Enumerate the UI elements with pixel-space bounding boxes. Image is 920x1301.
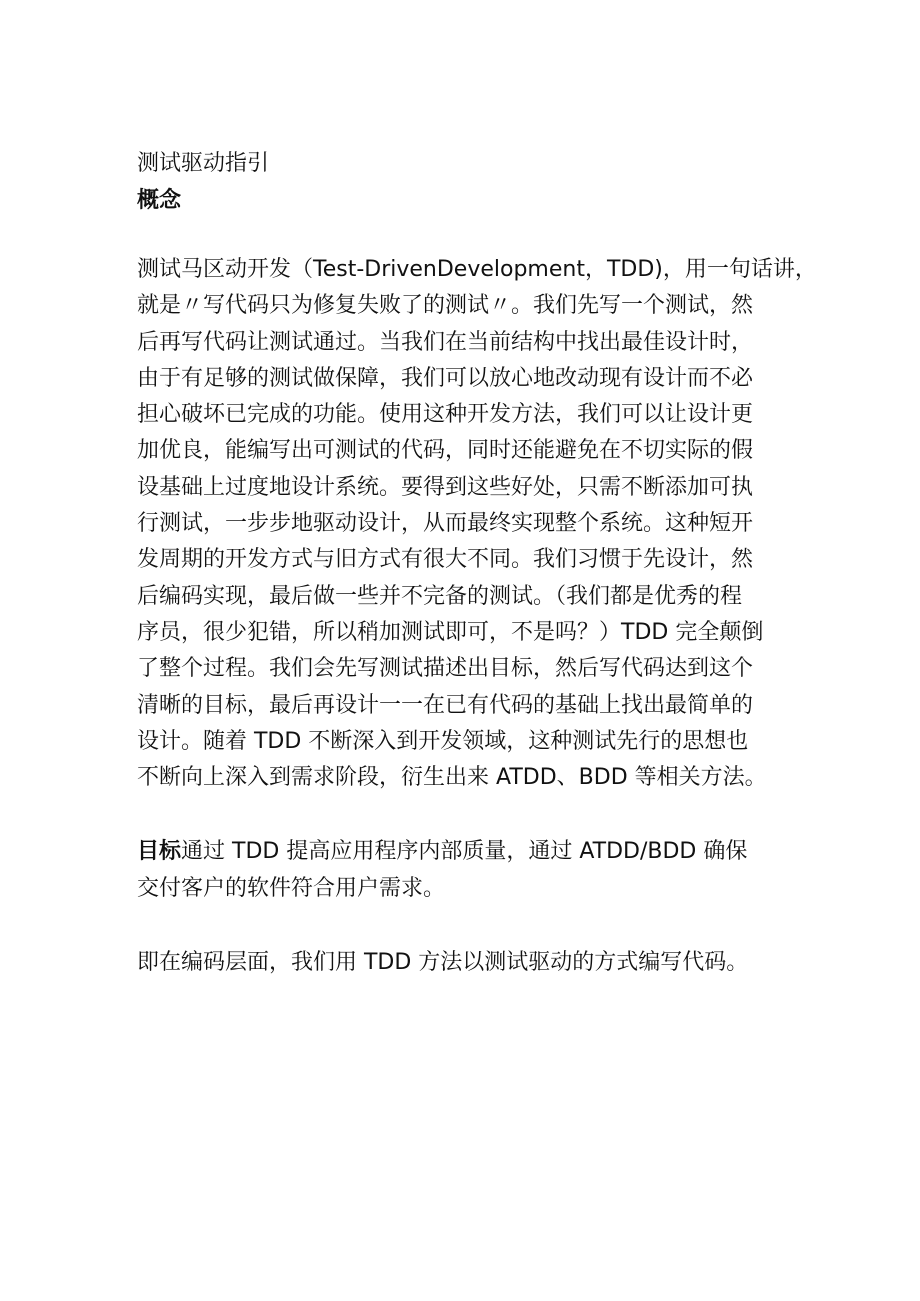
document-title: 测试驱动指引 — [137, 151, 270, 176]
goal-paragraph — [137, 834, 787, 907]
goal-label: 目标 — [137, 839, 182, 865]
paragraph-line: 后编码实现，最后做一些并不完备的测试。（我们都是优秀的程 — [137, 583, 743, 609]
paragraph-line: 了整个过程。我们会先写测试描述出目标，然后写代码达到这个 — [137, 656, 754, 682]
paragraph-line: 设基础上过度地设计系统。要得到这些好处，只需不断添加可执 — [137, 474, 754, 500]
paragraph-line: 设计。随着 TDD 不断深入到开发领域，这种测试先行的思想也 — [137, 728, 749, 754]
goal-text: 通过 TDD 提高应用程序内部质量，通过 ATDD/BDD 确保 — [181, 839, 748, 865]
document-page — [137, 145, 817, 981]
paragraph-line: 发周期的开发方式与旧方式有很大不同。我们习惯于先设计，然 — [137, 547, 754, 573]
concept-heading: 概念 — [137, 188, 182, 213]
concept-paragraph — [137, 252, 817, 796]
paragraph-line: 行测试，一步步地驱动设计，从而最终实现整个系统。这种短开 — [137, 511, 754, 537]
paragraph-line: 担心破坏已完成的功能。使用这种开发方法，我们可以让设计更 — [137, 402, 754, 428]
paragraph-line: 不断向上深入到需求阶段，衍生出来 ATDD、BDD 等相关方法。 — [137, 765, 767, 791]
paragraph-line: 就是〃写代码只为修复失败了的测试〃。我们先写一个测试，然 — [137, 293, 754, 319]
goal-line: 交付客户的软件符合用户需求。 — [137, 875, 446, 901]
closing-paragraph — [137, 945, 787, 981]
paragraph-line: 清晰的目标，最后再设计一一在已有代码的基础上找出最简单的 — [137, 692, 754, 718]
paragraph-line: 由于有足够的测试做保障，我们可以放心地改动现有设计而不必 — [137, 365, 754, 391]
paragraph-line: 加优良，能编写出可测试的代码，同时还能避免在不切实际的假 — [137, 438, 754, 464]
paragraph-line: 后再写代码让测试通过。当我们在当前结构中找出最佳设计时， — [137, 329, 754, 355]
paragraph-line: 序员，很少犯错，所以稍加测试即可，不是吗？）TDD 完全颠倒 — [137, 619, 764, 645]
paragraph-line: 测试马区动开发（Test-DrivenDevelopment，TDD)，用一句话讲， — [137, 257, 817, 282]
goal-line — [137, 834, 787, 870]
closing-line: 即在编码层面，我们用 TDD 方法以测试驱动的方式编写代码。 — [137, 950, 749, 976]
